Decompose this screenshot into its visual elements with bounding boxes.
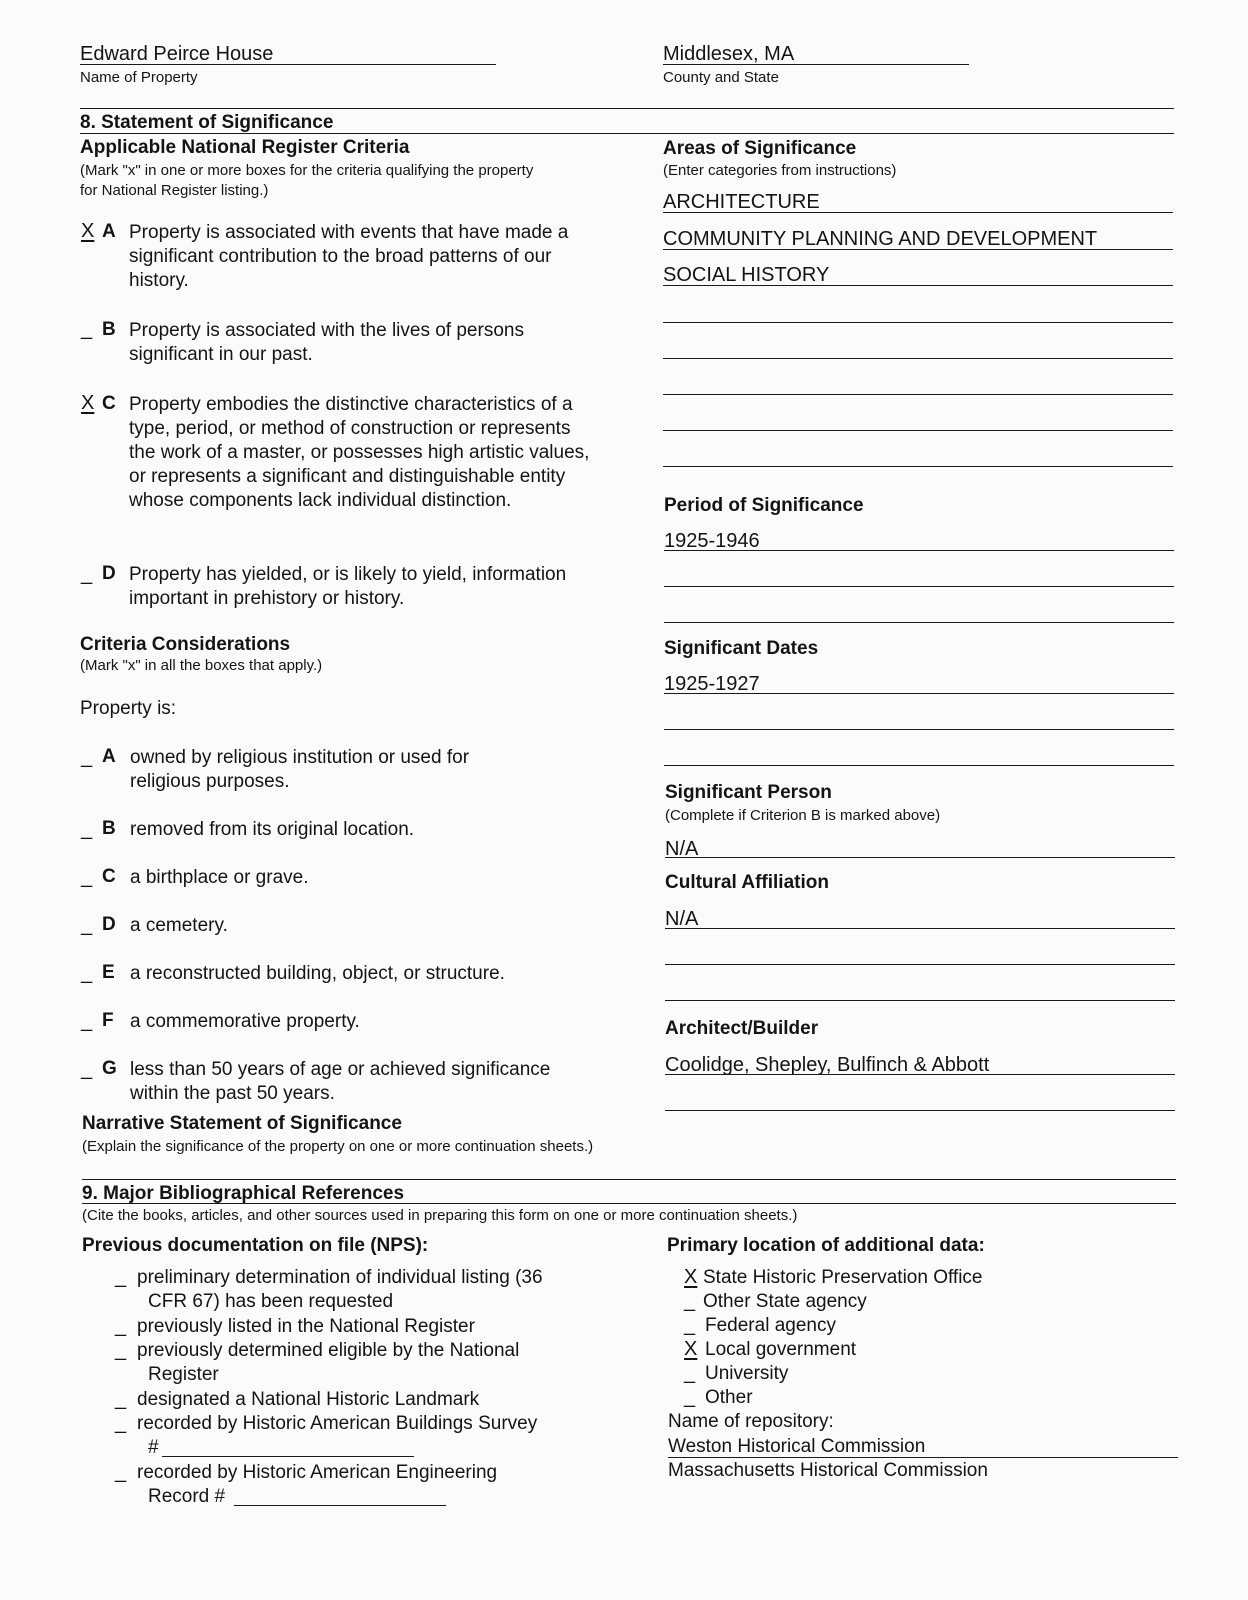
- area-line-4: [663, 322, 1173, 323]
- cultural-heading: Cultural Affiliation: [665, 872, 829, 893]
- consideration-f-mark[interactable]: _: [81, 1010, 93, 1032]
- architect-heading: Architect/Builder: [665, 1018, 819, 1039]
- dates-value: 1925-1927: [664, 673, 760, 695]
- period-value: 1925-1946: [664, 530, 760, 552]
- repository-label: Name of repository:: [668, 1411, 834, 1432]
- prev-item-1-mark[interactable]: _: [115, 1266, 127, 1288]
- prev-item-4-line1: designated a National Historic Landmark: [137, 1389, 480, 1410]
- prev-item-3-line2: Register: [148, 1364, 219, 1385]
- area-architecture: ARCHITECTURE: [663, 191, 820, 213]
- property-name-caption: Name of Property: [80, 69, 198, 86]
- architect-line-2: [665, 1110, 1175, 1111]
- area-line-2: [663, 249, 1173, 250]
- county-state-line: [663, 64, 969, 65]
- person-line: [665, 857, 1175, 858]
- primary-location-heading: Primary location of additional data:: [667, 1235, 985, 1256]
- primary-item-5-mark[interactable]: _: [684, 1362, 696, 1384]
- prev-item-5-line2: #: [148, 1437, 159, 1458]
- architect-line-1: [665, 1074, 1175, 1075]
- criterion-c-text: Property embodies the distinctive characteristics of a type, period, or method of construction or represents the work of a master, or possesses high artistic values, or represents a significant and distinguishable entity whose components lack individual distinction.: [129, 394, 590, 511]
- haer-record-field[interactable]: [234, 1505, 446, 1506]
- consideration-a-letter: A: [102, 746, 116, 767]
- consideration-g-text: less than 50 years of age or achieved significance within the past 50 years.: [130, 1059, 551, 1104]
- areas-heading: Areas of Significance: [663, 138, 857, 159]
- person-heading: Significant Person: [665, 782, 832, 803]
- consideration-g-letter: G: [102, 1058, 117, 1079]
- primary-item-1-label: State Historic Preservation Office: [703, 1267, 983, 1288]
- prev-item-2-line1: previously listed in the National Register: [137, 1316, 475, 1337]
- property-name: Edward Peirce House: [80, 43, 274, 65]
- repository-line: [668, 1457, 1178, 1458]
- county-state: Middlesex, MA: [663, 43, 795, 65]
- prev-item-6-mark[interactable]: _: [115, 1461, 127, 1483]
- criteria-note-1: (Mark "x" in one or more boxes for the criteria qualifying the property: [80, 162, 534, 179]
- criteria-heading: Applicable National Register Criteria: [80, 137, 410, 158]
- criterion-b-letter: B: [102, 319, 116, 340]
- primary-item-6-mark[interactable]: _: [684, 1386, 696, 1408]
- cultural-line-2: [665, 964, 1175, 965]
- consideration-c-letter: C: [102, 866, 116, 887]
- period-line-3: [664, 622, 1174, 623]
- criterion-a-mark[interactable]: X: [81, 220, 95, 242]
- criterion-d-mark[interactable]: _: [81, 563, 93, 585]
- area-line-7: [663, 430, 1173, 431]
- consideration-c-mark[interactable]: _: [81, 866, 93, 888]
- prev-item-5-mark[interactable]: _: [115, 1412, 127, 1434]
- prev-item-3-mark[interactable]: _: [115, 1339, 127, 1361]
- consideration-f-text: a commemorative property.: [130, 1011, 360, 1032]
- consideration-e-mark[interactable]: _: [81, 962, 93, 984]
- consideration-d-text: a cemetery.: [130, 915, 228, 936]
- county-state-caption: County and State: [663, 69, 779, 86]
- area-line-6: [663, 394, 1173, 395]
- criterion-b-text: Property is associated with the lives of persons significant in our past.: [129, 320, 524, 365]
- repository-value-1: Weston Historical Commission: [668, 1436, 926, 1457]
- dates-line-3: [664, 765, 1174, 766]
- prev-item-1-line1: preliminary determination of individual listing (36: [137, 1267, 543, 1288]
- section-9-rule-bottom: [82, 1203, 1176, 1204]
- area-line-3: [663, 285, 1173, 286]
- section-rule-top: [80, 108, 1174, 109]
- consideration-e-text: a reconstructed building, object, or structure.: [130, 963, 505, 984]
- primary-item-3-mark[interactable]: _: [684, 1314, 696, 1336]
- period-heading: Period of Significance: [664, 495, 864, 516]
- consideration-g-mark[interactable]: _: [81, 1058, 93, 1080]
- areas-note: (Enter categories from instructions): [663, 162, 897, 179]
- consideration-c-text: a birthplace or grave.: [130, 867, 309, 888]
- section-9-title: 9. Major Bibliographical References: [82, 1183, 405, 1204]
- dates-heading: Significant Dates: [664, 638, 819, 659]
- consideration-a-mark[interactable]: _: [81, 746, 93, 768]
- dates-line-1: [664, 693, 1174, 694]
- dates-line-2: [664, 729, 1174, 730]
- property-name-line: [80, 64, 496, 65]
- consideration-f-letter: F: [102, 1010, 114, 1031]
- prev-item-3-line1: previously determined eligible by the National: [137, 1340, 520, 1361]
- cultural-line-3: [665, 1000, 1175, 1001]
- area-social-history: SOCIAL HISTORY: [663, 264, 830, 286]
- prev-item-6-line2: Record #: [148, 1486, 226, 1507]
- cultural-value: N/A: [665, 908, 699, 930]
- architect-value: Coolidge, Shepley, Bulfinch & Abbott: [665, 1054, 990, 1076]
- criterion-d-letter: D: [102, 563, 116, 584]
- primary-item-5-label: University: [705, 1363, 789, 1384]
- consideration-d-mark[interactable]: _: [81, 914, 93, 936]
- primary-item-2-mark[interactable]: _: [684, 1290, 696, 1312]
- habs-number-field[interactable]: [162, 1456, 414, 1457]
- primary-item-3-label: Federal agency: [705, 1315, 836, 1336]
- criterion-a-letter: A: [102, 221, 116, 242]
- prev-item-2-mark[interactable]: _: [115, 1315, 127, 1337]
- prev-item-4-mark[interactable]: _: [115, 1388, 127, 1410]
- section-9-note: (Cite the books, articles, and other sources used in preparing this form on one or more continuation sheets.): [82, 1207, 798, 1224]
- prev-item-6-line1: recorded by Historic American Engineering: [137, 1462, 498, 1483]
- area-community-planning: COMMUNITY PLANNING AND DEVELOPMENT: [663, 228, 1098, 250]
- narrative-heading: Narrative Statement of Significance: [82, 1113, 402, 1134]
- section-8-title: 8. Statement of Significance: [80, 112, 334, 133]
- prev-item-5-line1: recorded by Historic American Buildings Survey: [137, 1413, 538, 1434]
- primary-item-6-label: Other: [705, 1387, 753, 1408]
- person-value: N/A: [665, 838, 699, 860]
- considerations-heading: Criteria Considerations: [80, 634, 291, 655]
- primary-item-1-mark[interactable]: X: [684, 1266, 698, 1288]
- consideration-b-text: removed from its original location.: [130, 819, 415, 840]
- criterion-b-mark[interactable]: _: [81, 318, 93, 340]
- criterion-a-text: Property is associated with events that have made a significant contribution to the broad patterns of our history.: [129, 222, 569, 291]
- area-line-8: [663, 466, 1173, 467]
- consideration-b-mark[interactable]: _: [81, 818, 93, 840]
- prev-doc-heading: Previous documentation on file (NPS):: [82, 1235, 429, 1256]
- area-line-5: [663, 358, 1173, 359]
- period-line-1: [664, 550, 1174, 551]
- section-9-rule-top: [82, 1179, 1176, 1180]
- considerations-note: (Mark "x" in all the boxes that apply.): [80, 657, 323, 674]
- primary-item-4-mark[interactable]: X: [684, 1338, 698, 1360]
- section-rule-bottom: [80, 133, 1174, 134]
- period-line-2: [664, 586, 1174, 587]
- narrative-note: (Explain the significance of the property on one or more continuation sheets.): [82, 1138, 594, 1155]
- consideration-b-letter: B: [102, 818, 116, 839]
- criterion-c-mark[interactable]: X: [81, 392, 95, 414]
- area-line-1: [663, 212, 1173, 213]
- cultural-line-1: [665, 928, 1175, 929]
- primary-item-2-label: Other State agency: [703, 1291, 867, 1312]
- primary-item-4-label: Local government: [705, 1339, 857, 1360]
- prev-item-1-line2: CFR 67) has been requested: [148, 1291, 394, 1312]
- consideration-a-text: owned by religious institution or used for religious purposes.: [130, 747, 470, 792]
- criteria-note-2: for National Register listing.): [80, 182, 269, 199]
- consideration-e-letter: E: [102, 962, 115, 983]
- person-note: (Complete if Criterion B is marked above): [665, 807, 941, 824]
- criterion-d-text: Property has yielded, or is likely to yield, information important in prehistory or history.: [129, 564, 567, 609]
- consideration-d-letter: D: [102, 914, 116, 935]
- property-is-label: Property is:: [80, 698, 177, 719]
- criterion-c-letter: C: [102, 393, 116, 414]
- repository-value-2: Massachusetts Historical Commission: [668, 1460, 988, 1481]
